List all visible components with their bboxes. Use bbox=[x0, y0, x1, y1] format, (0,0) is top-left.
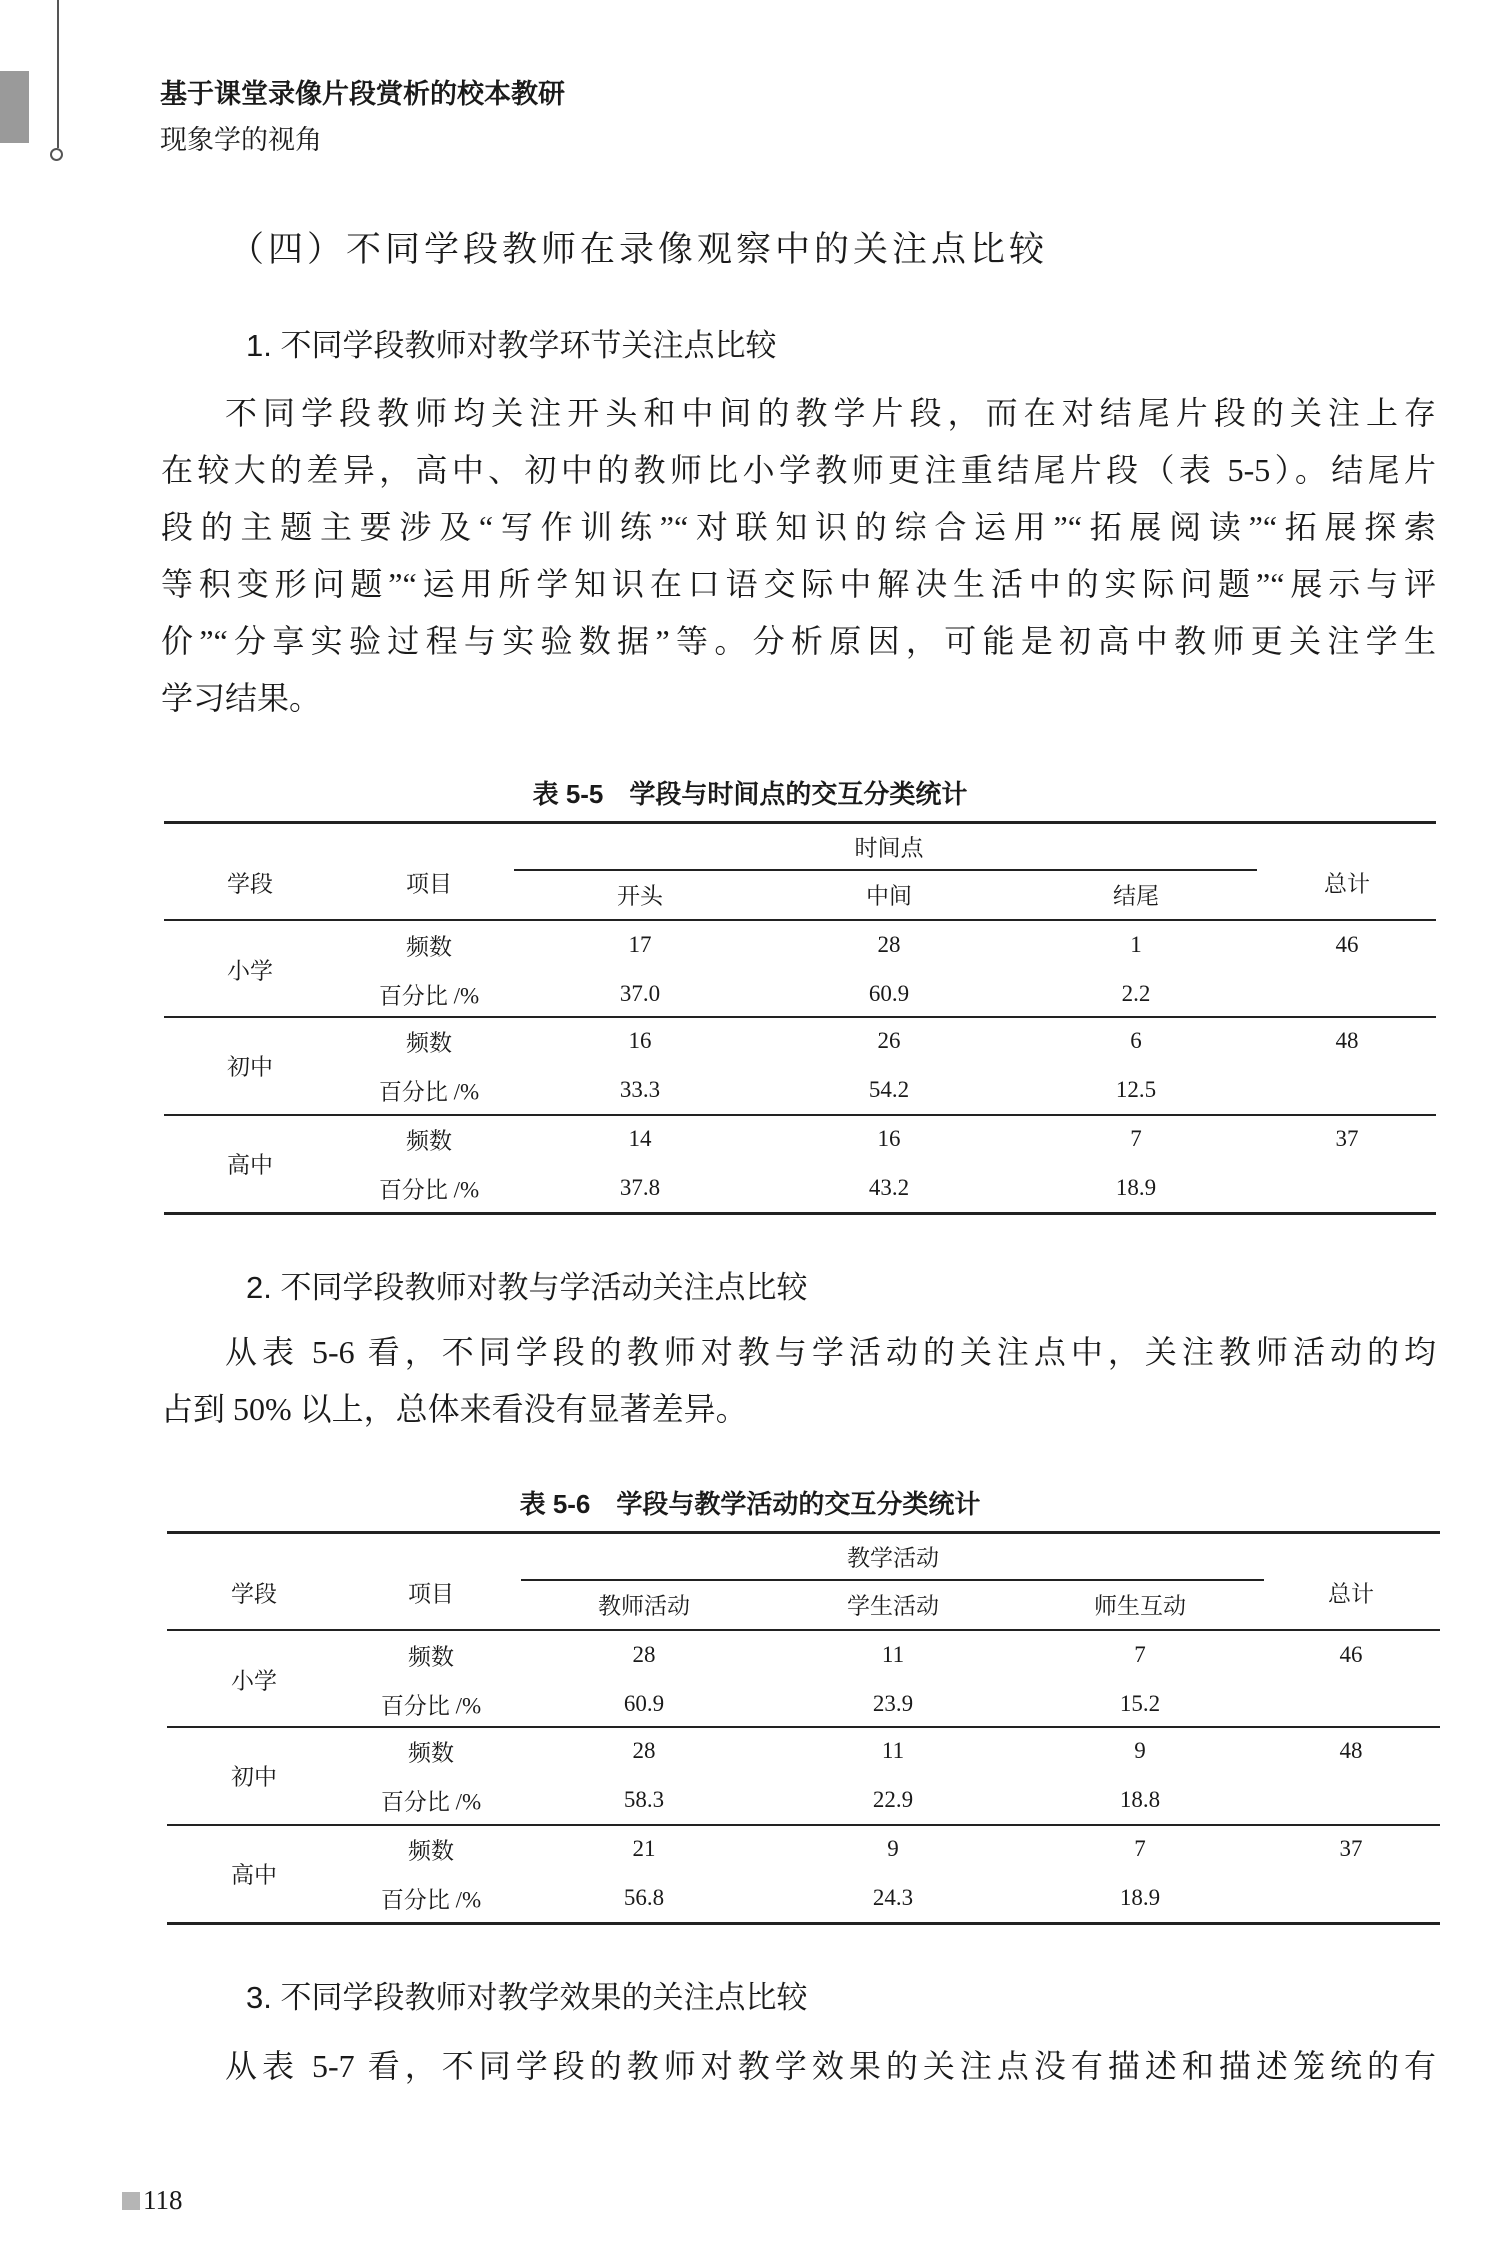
running-header-title: 基于课堂录像片段赏析的校本教研 bbox=[160, 79, 565, 109]
column-header-item: 项目 bbox=[406, 871, 452, 897]
row-item-label: 百分比 /% bbox=[378, 983, 480, 1009]
column-header-stage: 学段 bbox=[227, 871, 273, 897]
table-top-rule bbox=[167, 1531, 1440, 1534]
paragraph-line: 学习结果。 bbox=[161, 680, 322, 716]
paragraph-3 bbox=[161, 2038, 1436, 2095]
table-cell: 28 bbox=[632, 1738, 656, 1763]
column-subheader: 师生互动 bbox=[1094, 1593, 1186, 1619]
paragraph-line: 等积变形问题”“运用所学知识在口语交际中解决生活中的实际问题”“展示与评 bbox=[161, 566, 1436, 602]
table-cell: 21 bbox=[632, 1836, 656, 1861]
margin-circle bbox=[50, 148, 63, 161]
paragraph-line: 不同学段教师均关注开头和中间的教学片段，而在对结尾片段的关注上存 bbox=[225, 395, 1436, 431]
table-cell: 33.3 bbox=[619, 1077, 661, 1102]
section-heading: （四）不同学段教师在录像观察中的关注点比较 bbox=[229, 230, 1049, 270]
table-cell: 22.9 bbox=[872, 1787, 914, 1812]
page-number: 118 bbox=[143, 2185, 183, 2215]
table-cell: 18.9 bbox=[1115, 1175, 1157, 1200]
table-cell-total: 46 bbox=[1335, 932, 1359, 957]
table-5-5-caption: 表 5-5 学段与时间点的交互分类统计 bbox=[532, 779, 968, 809]
table-header-subrule bbox=[514, 869, 1257, 871]
table-cell: 24.3 bbox=[872, 1885, 914, 1910]
table-cell: 7 bbox=[1134, 1836, 1146, 1861]
column-subheader: 学生活动 bbox=[847, 1593, 939, 1619]
table-bottom-rule bbox=[167, 1922, 1440, 1925]
row-item-label: 频数 bbox=[408, 1838, 454, 1864]
table-cell: 11 bbox=[881, 1738, 905, 1763]
table-group-rule bbox=[167, 1726, 1440, 1728]
table-cell: 15.2 bbox=[1119, 1691, 1161, 1716]
table-cell: 11 bbox=[881, 1642, 905, 1667]
table-cell-total: 48 bbox=[1339, 1738, 1363, 1763]
table-header-rule bbox=[164, 919, 1436, 921]
row-item-label: 频数 bbox=[406, 1030, 452, 1056]
column-subheader: 开头 bbox=[617, 883, 663, 909]
paragraph-line: 占到 50% 以上，总体来看没有显著差异。 bbox=[161, 1391, 748, 1427]
table-cell: 6 bbox=[1130, 1028, 1142, 1053]
row-item-label: 百分比 /% bbox=[380, 1789, 482, 1815]
table-cell: 9 bbox=[1134, 1738, 1146, 1763]
table-cell: 28 bbox=[632, 1642, 656, 1667]
table-cell: 28 bbox=[877, 932, 901, 957]
column-group-header: 教学活动 bbox=[847, 1545, 939, 1571]
table-cell: 7 bbox=[1134, 1642, 1146, 1667]
paragraph-1 bbox=[161, 385, 1436, 727]
column-subheader: 结尾 bbox=[1113, 883, 1159, 909]
subsection-heading-1: 1. 不同学段教师对教学环节关注点比较 bbox=[246, 328, 777, 363]
table-cell: 16 bbox=[628, 1028, 652, 1053]
column-header-total: 总计 bbox=[1324, 871, 1370, 897]
row-group-label: 小学 bbox=[231, 1668, 277, 1694]
table-cell: 58.3 bbox=[623, 1787, 665, 1812]
table-cell: 2.2 bbox=[1121, 981, 1151, 1006]
row-group-label: 高中 bbox=[231, 1862, 277, 1888]
row-group-label: 小学 bbox=[227, 958, 273, 984]
table-cell: 16 bbox=[877, 1126, 901, 1151]
row-item-label: 频数 bbox=[408, 1644, 454, 1670]
table-group-rule bbox=[167, 1824, 1440, 1826]
table-cell: 14 bbox=[628, 1126, 652, 1151]
column-header-total: 总计 bbox=[1328, 1581, 1374, 1607]
row-item-label: 百分比 /% bbox=[380, 1887, 482, 1913]
column-subheader: 中间 bbox=[866, 883, 912, 909]
table-header-subrule bbox=[521, 1579, 1264, 1581]
running-header-subtitle: 现象学的视角 bbox=[160, 125, 322, 155]
table-cell: 18.9 bbox=[1119, 1885, 1161, 1910]
row-item-label: 百分比 /% bbox=[380, 1693, 482, 1719]
table-cell: 60.9 bbox=[868, 981, 910, 1006]
row-item-label: 频数 bbox=[406, 934, 452, 960]
column-header-stage: 学段 bbox=[231, 1581, 277, 1607]
page-number-marker bbox=[122, 2192, 140, 2210]
column-header-item: 项目 bbox=[408, 1581, 454, 1607]
row-group-label: 初中 bbox=[227, 1054, 273, 1080]
table-bottom-rule bbox=[164, 1212, 1436, 1215]
row-item-label: 频数 bbox=[408, 1740, 454, 1766]
table-header-rule bbox=[167, 1629, 1440, 1631]
paragraph-line: 从表 5-6 看，不同学段的教师对教与学活动的关注点中，关注教师活动的均 bbox=[225, 1334, 1436, 1370]
table-group-rule bbox=[164, 1114, 1436, 1116]
paragraph-line: 在较大的差异，高中、初中的教师比小学教师更注重结尾片段（表 5-5）。结尾片 bbox=[161, 452, 1436, 488]
table-group-rule bbox=[164, 1016, 1436, 1018]
table-top-rule bbox=[164, 821, 1436, 824]
paragraph-2 bbox=[161, 1324, 1436, 1438]
table-cell: 26 bbox=[877, 1028, 901, 1053]
table-cell: 60.9 bbox=[623, 1691, 665, 1716]
table-5-6-caption: 表 5-6 学段与教学活动的交互分类统计 bbox=[519, 1489, 981, 1519]
table-cell: 56.8 bbox=[623, 1885, 665, 1910]
table-cell: 12.5 bbox=[1115, 1077, 1157, 1102]
margin-tab-marker bbox=[0, 71, 29, 143]
table-cell-total: 46 bbox=[1339, 1642, 1363, 1667]
row-item-label: 百分比 /% bbox=[378, 1079, 480, 1105]
paragraph-line: 价”“分享实验过程与实验数据”等。分析原因，可能是初高中教师更关注学生 bbox=[161, 623, 1436, 659]
table-cell: 1 bbox=[1130, 932, 1142, 957]
margin-line bbox=[57, 0, 59, 148]
column-subheader: 教师活动 bbox=[598, 1593, 690, 1619]
table-cell: 9 bbox=[887, 1836, 899, 1861]
row-item-label: 频数 bbox=[406, 1128, 452, 1154]
table-cell: 7 bbox=[1130, 1126, 1142, 1151]
column-group-header: 时间点 bbox=[854, 835, 924, 861]
table-cell: 43.2 bbox=[868, 1175, 910, 1200]
subsection-heading-2: 2. 不同学段教师对教与学活动关注点比较 bbox=[246, 1270, 808, 1305]
subsection-heading-3: 3. 不同学段教师对教学效果的关注点比较 bbox=[246, 1980, 808, 2015]
table-cell: 23.9 bbox=[872, 1691, 914, 1716]
row-group-label: 初中 bbox=[231, 1764, 277, 1790]
table-cell: 54.2 bbox=[868, 1077, 910, 1102]
table-cell: 37.0 bbox=[619, 981, 661, 1006]
table-cell-total: 48 bbox=[1335, 1028, 1359, 1053]
row-group-label: 高中 bbox=[227, 1152, 273, 1178]
table-cell-total: 37 bbox=[1339, 1836, 1363, 1861]
row-item-label: 百分比 /% bbox=[378, 1177, 480, 1203]
paragraph-line: 段的主题主要涉及“写作训练”“对联知识的综合运用”“拓展阅读”“拓展探索 bbox=[161, 509, 1436, 545]
paragraph-line: 从表 5-7 看，不同学段的教师对教学效果的关注点没有描述和描述笼统的有 bbox=[225, 2048, 1436, 2084]
table-cell-total: 37 bbox=[1335, 1126, 1359, 1151]
table-cell: 37.8 bbox=[619, 1175, 661, 1200]
table-cell: 18.8 bbox=[1119, 1787, 1161, 1812]
table-cell: 17 bbox=[628, 932, 652, 957]
